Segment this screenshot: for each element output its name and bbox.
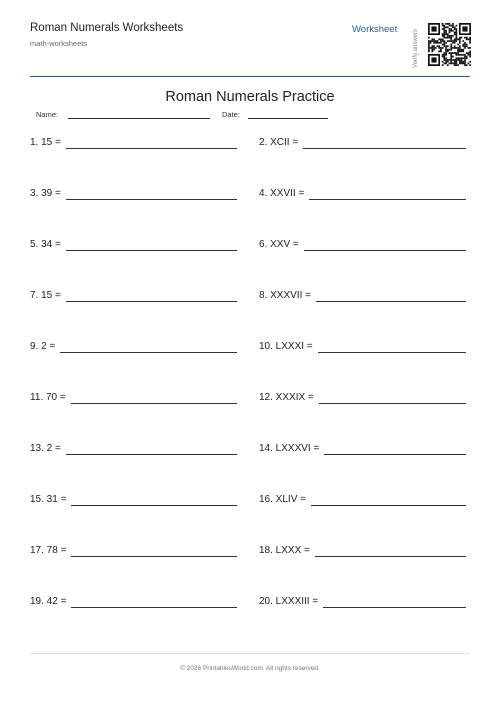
date-field[interactable] [248,118,328,119]
answer-line[interactable] [66,454,237,455]
answer-line[interactable] [311,505,466,506]
answer-line[interactable] [60,352,237,353]
problem-prompt: 14. LXXXVI = [259,443,320,454]
verify-answers-label: Verify answers [413,28,419,68]
answer-line[interactable] [324,454,466,455]
problem-prompt: 2. XCII = [259,137,299,148]
header-title: Roman Numerals Worksheets [30,22,184,34]
answer-line[interactable] [71,505,237,506]
problem-prompt: 18. LXXX = [259,545,310,556]
name-field[interactable] [68,118,210,119]
answer-line[interactable] [316,301,466,302]
answer-line[interactable] [71,607,237,608]
problem-prompt: 6. XXV = [259,239,299,250]
qr-code-icon[interactable] [428,17,471,72]
header-rule [30,76,470,77]
problem-prompt: 1. 15 = [30,137,61,148]
problem-prompt: 7. 15 = [30,290,61,301]
answer-line[interactable] [71,556,237,557]
answer-line[interactable] [66,148,237,149]
header-subtitle: math-worksheets [30,39,88,48]
problem-prompt: 10. LXXXI = [259,341,313,352]
problem-prompt: 12. XXXIX = [259,392,314,403]
problem-prompt: 15. 31 = [30,494,67,505]
answer-line[interactable] [303,148,466,149]
answer-line[interactable] [66,301,237,302]
answer-line[interactable] [304,250,466,251]
worksheet-badge[interactable]: Worksheet [352,24,398,35]
answer-line[interactable] [319,403,466,404]
problem-prompt: 8. XXXVII = [259,290,311,301]
answer-line[interactable] [315,556,466,557]
problem-prompt: 19. 42 = [30,596,67,607]
problem-prompt: 17. 78 = [30,545,67,556]
worksheet-title: Roman Numerals Practice [165,89,335,105]
answer-line[interactable] [66,250,237,251]
answer-line[interactable] [66,199,237,200]
footer-rule [30,653,470,654]
problem-prompt: 5. 34 = [30,239,61,250]
problem-prompt: 20. LXXXIII = [259,596,319,607]
answer-line[interactable] [323,607,466,608]
problem-prompt: 3. 39 = [30,188,61,199]
date-label: Date: [222,110,240,119]
problem-prompt: 4. XXVII = [259,188,305,199]
footer-copyright: © 2026 PrintablesWorld.com. All rights reserved. [180,665,320,672]
answer-line[interactable] [71,403,237,404]
problem-prompt: 13. 2 = [30,443,61,454]
answer-line[interactable] [318,352,466,353]
answer-line[interactable] [309,199,466,200]
problem-prompt: 9. 2 = [30,341,56,352]
name-label: Name: [36,110,59,119]
problem-prompt: 11. 70 = [30,392,66,403]
problem-prompt: 16. XLIV = [259,494,306,505]
